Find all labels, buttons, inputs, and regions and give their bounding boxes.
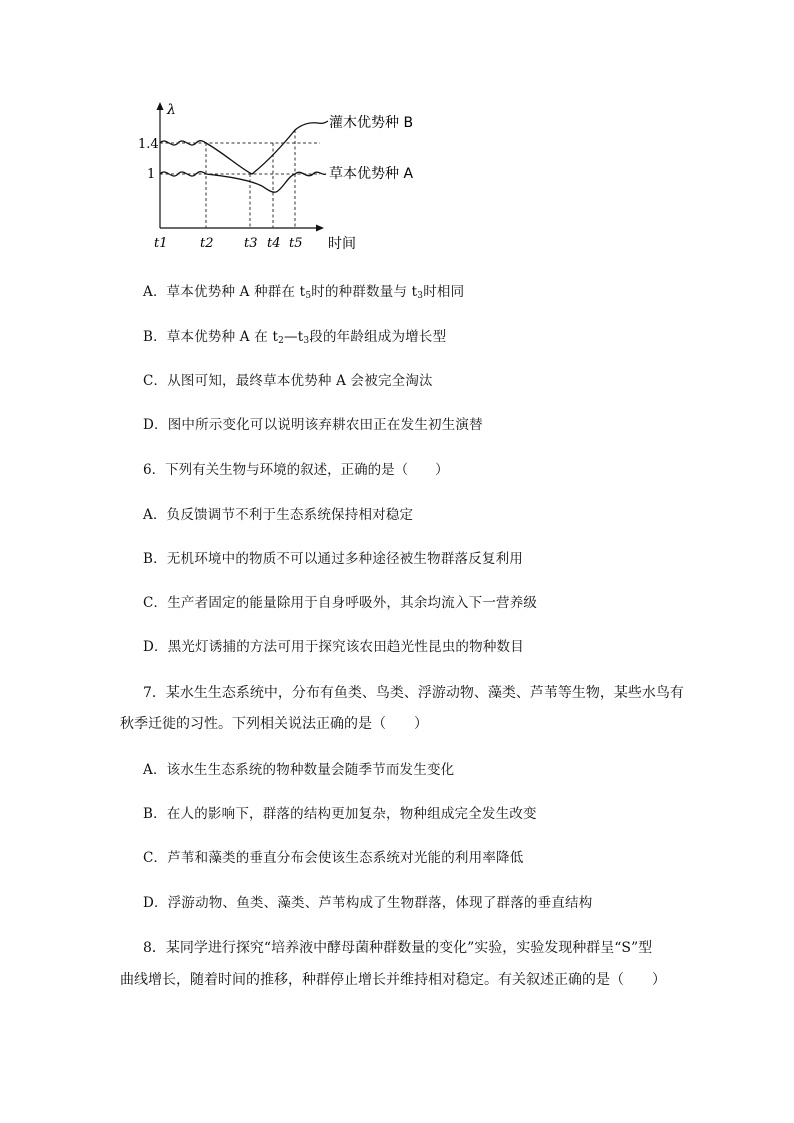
q5-option-a-text-2: 时的种群数量与 t xyxy=(311,284,418,300)
chart-svg xyxy=(130,96,430,256)
q7-stem-line-1: 7．某水生生态系统中，分布有鱼类、鸟类、浮游动物、藻类、芦苇等生物，某些水鸟有 xyxy=(143,685,684,701)
q5-option-b-text-1: B．草本优势种 A 在 t xyxy=(143,329,279,345)
y-axis-arrow xyxy=(157,102,164,110)
series-label-shrub-b: 灌木优势种 B xyxy=(329,115,414,131)
q5-option-a-text-1: A．草本优势种 A 种群在 t xyxy=(143,284,306,300)
q5-option-b-text-2: —t xyxy=(284,329,304,345)
series-label-herb-a: 草本优势种 A xyxy=(329,166,414,182)
q5-option-a-sub-1: 5 xyxy=(305,291,312,301)
y-tick-label-1: 1 xyxy=(147,167,156,182)
q5-option-b-sub-2: 3 xyxy=(303,336,310,346)
x-tick-label-t3: t3 xyxy=(244,236,258,251)
x-tick-label-t5: t5 xyxy=(289,236,303,251)
q5-option-b-sub-1: 2 xyxy=(278,336,285,346)
y-axis-label: λ xyxy=(167,102,176,118)
series-line-shrub-b xyxy=(160,121,328,174)
q5-option-b-text-3: 段的年龄组成为增长型 xyxy=(309,329,447,345)
q7-option-c: C．芦苇和藻类的垂直分布会使该生态系统对光能的利用率降低 xyxy=(143,850,524,866)
x-tick-label-t2: t2 xyxy=(200,236,214,251)
q6-option-a: A．负反馈调节不利于生态系统保持相对稳定 xyxy=(143,507,414,523)
q7-option-d: D．浮游动物、鱼类、藻类、芦苇构成了生物群落，体现了群落的垂直结构 xyxy=(143,895,593,911)
q7-stem-line-2: 秋季迁徙的习性。下列相关说法正确的是（ ） xyxy=(120,716,428,732)
x-axis-arrow xyxy=(316,225,324,232)
q6-option-b: B．无机环境中的物质不可以通过多种途径被生物群落反复利用 xyxy=(143,551,524,567)
lambda-time-chart xyxy=(130,96,430,256)
q5-option-a-sub-2: 3 xyxy=(417,291,424,301)
q7-option-b: B．在人的影响下，群落的结构更加复杂，物种组成完全发生改变 xyxy=(143,806,537,822)
q6-stem: 6．下列有关生物与环境的叙述，正确的是（ ） xyxy=(143,462,449,478)
q5-option-a xyxy=(143,282,663,306)
q5-option-c: C．从图可知，最终草本优势种 A 会被完全淘汰 xyxy=(143,373,433,389)
q8-stem-line-2: 曲线增长，随着时间的推移，种群停止增长并维持相对稳定。有关叙述正确的是（ ） xyxy=(120,972,666,988)
x-tick-label-t1: t1 xyxy=(154,236,168,251)
q7-option-a: A．该水生生态系统的物种数量会随季节而发生变化 xyxy=(143,762,455,778)
q8-stem-line-1: 8．某同学进行探究“培养液中酵母菌种群数量的变化”实验，实验发现种群呈“S”型 xyxy=(143,940,653,956)
q5-option-d: D．图中所示变化可以说明该弃耕农田正在发生初生演替 xyxy=(143,417,483,433)
q5-option-b xyxy=(143,327,663,351)
q5-option-a-text-3: 时相同 xyxy=(423,284,465,300)
x-tick-label-t4: t4 xyxy=(267,236,281,251)
q6-option-c: C．生产者固定的能量除用于自身呼吸外，其余均流入下一营养级 xyxy=(143,595,538,611)
q6-option-d: D．黑光灯诱捕的方法可用于探究该农田趋光性昆虫的物种数目 xyxy=(143,639,524,655)
y-tick-label-1.4: 1.4 xyxy=(138,137,159,152)
x-axis-label: 时间 xyxy=(328,236,356,252)
series-line-herb-a xyxy=(160,172,326,193)
